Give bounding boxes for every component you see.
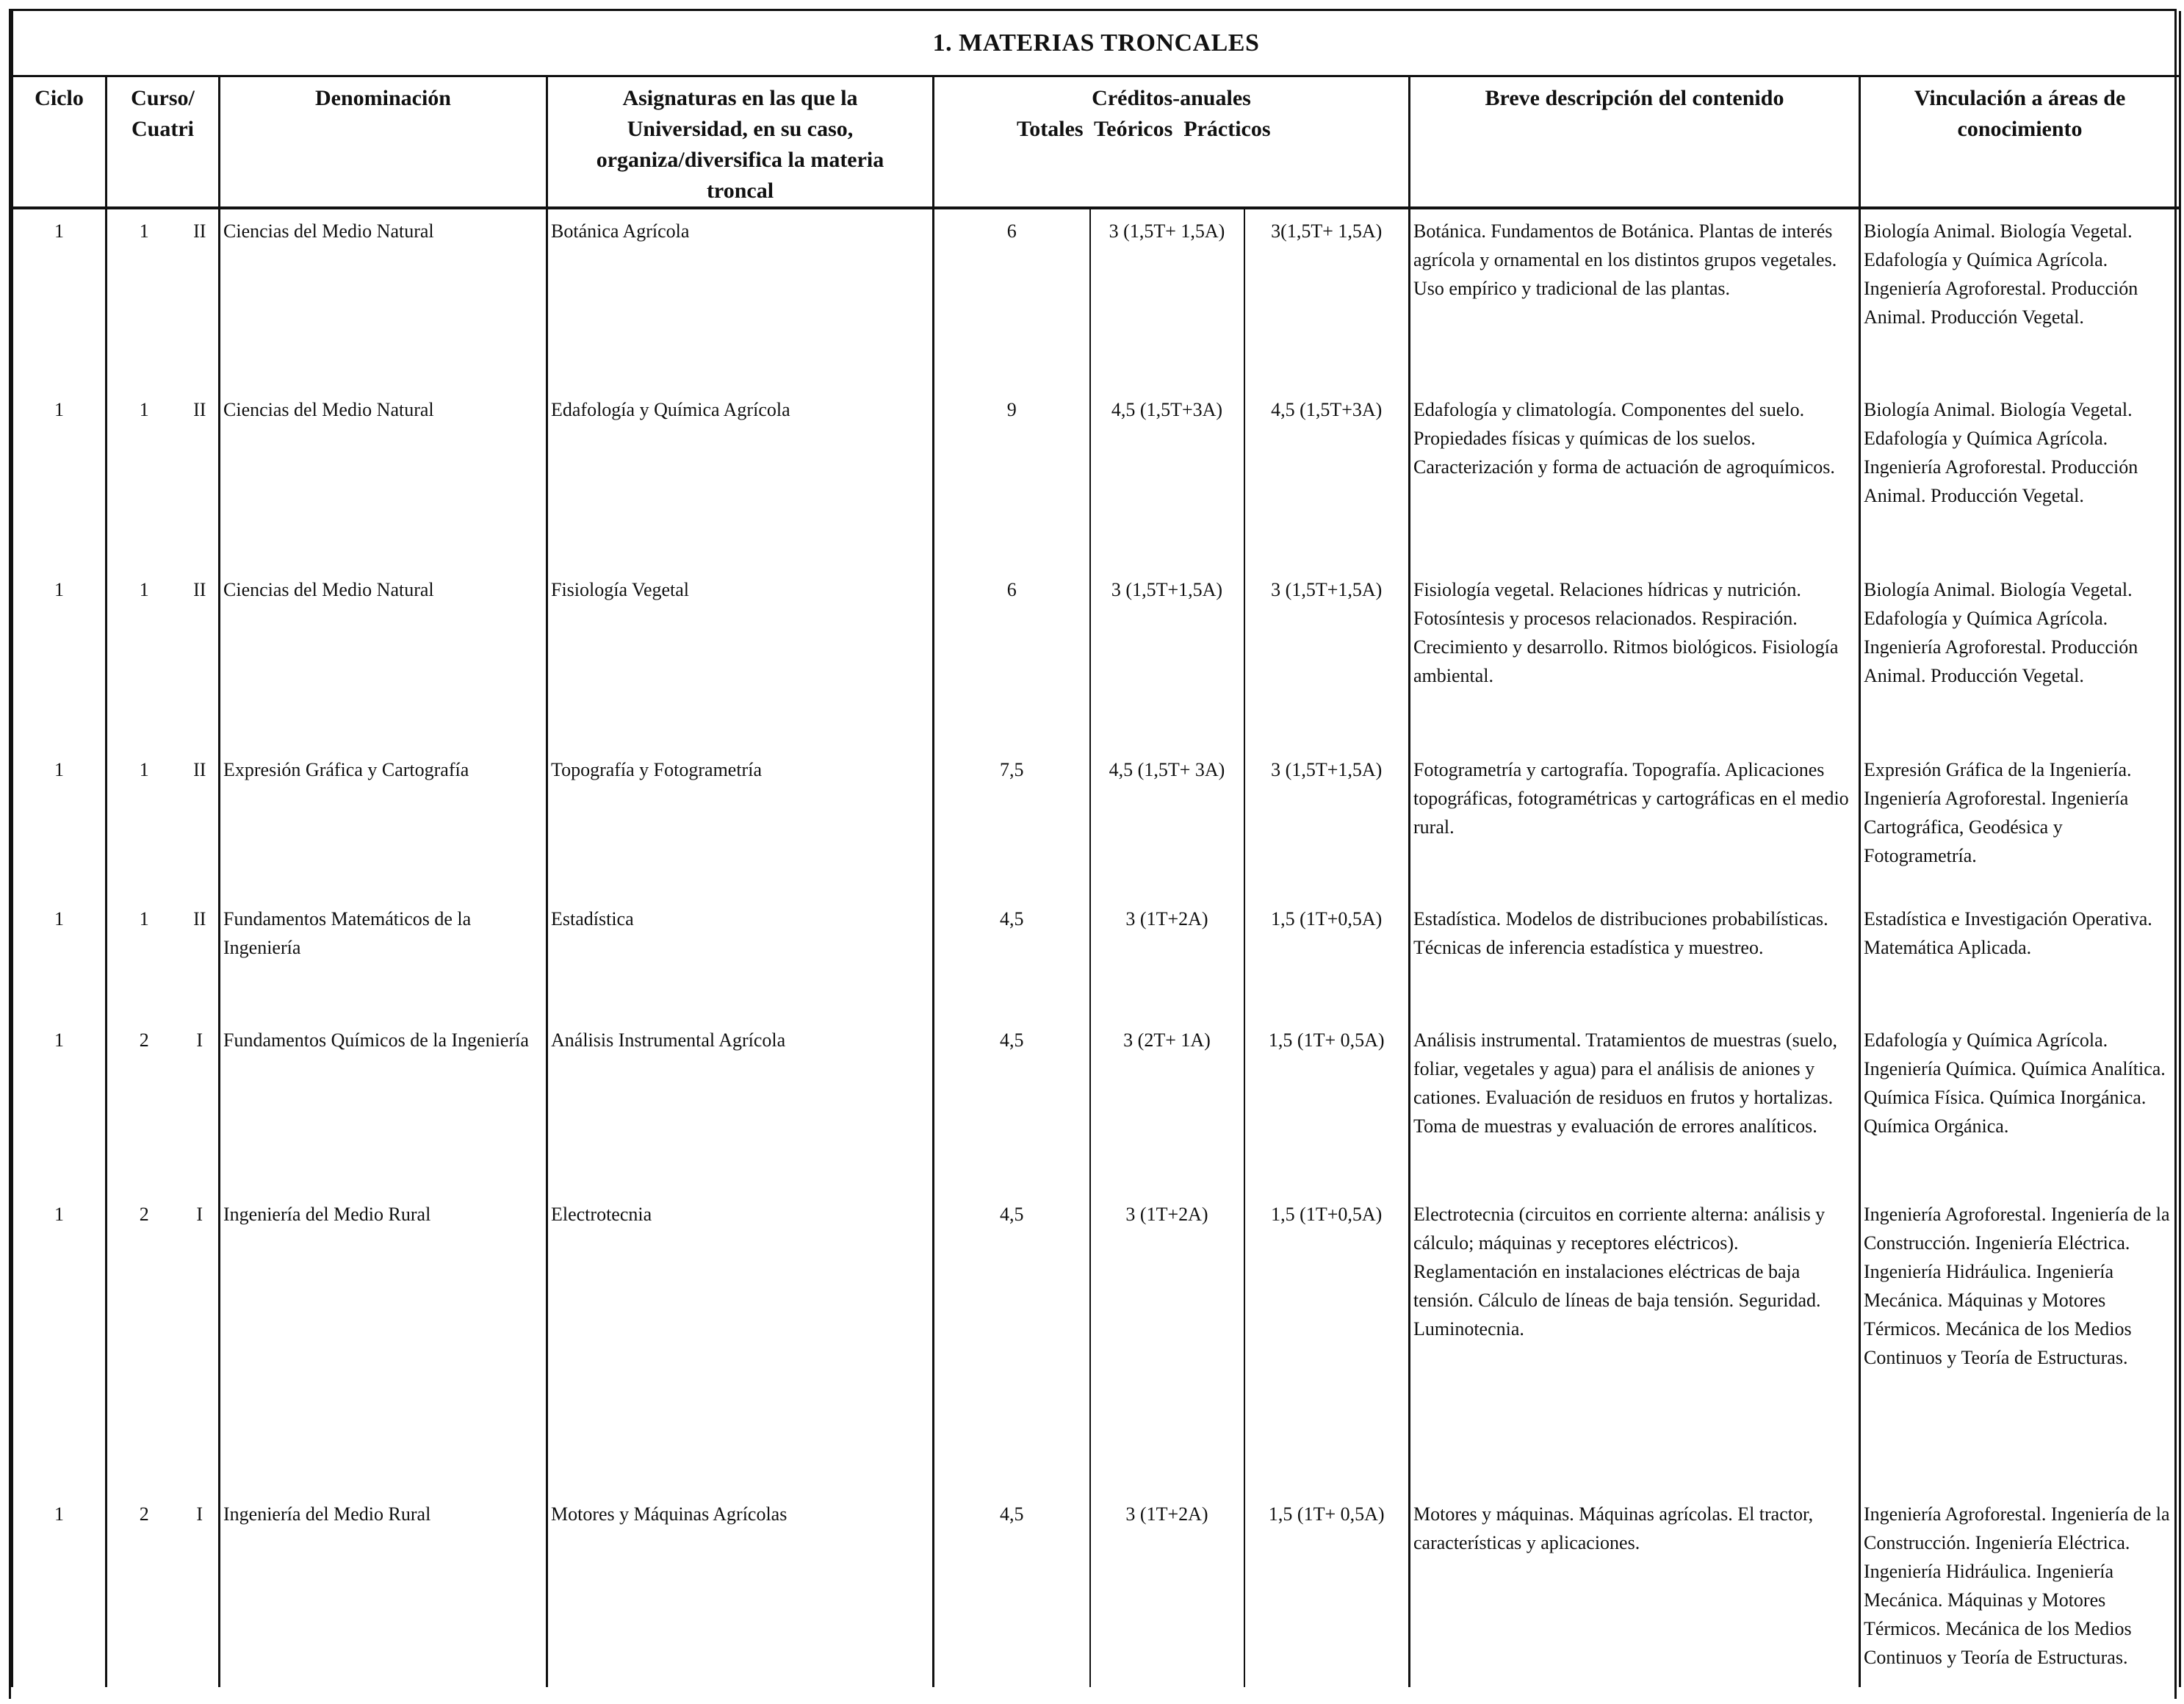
cell-descripcion: Análisis instrumental. Tratamientos de muestras (suelo, foliar, vegetales y agua) para el análisis de aniones y cationes. Evaluación de residuos en frutos y hortalizas. Toma de muestras y evaluación de errores analíticos. (1410, 1018, 1860, 1193)
cell-descripcion: Fisiología vegetal. Relaciones hídricas y nutrición. Fotosíntesis y procesos relacionados. Respiración. Crecimiento y desarrollo. Ritmos biológicos. Fisiología ambiental. (1410, 568, 1860, 748)
cell-practicos: 1,5 (1T+ 0,5A) (1244, 1018, 1410, 1193)
col-header-asignaturas (547, 76, 934, 209)
cell-ciclo: 1 (12, 208, 107, 388)
cell-descripcion: Estadística. Modelos de distribuciones probabilísticas. Técnicas de inferencia estadística y muestreo. (1410, 897, 1860, 1018)
cell-practicos: 1,5 (1T+0,5A) (1244, 897, 1410, 1018)
cell-curso: 2 (107, 1193, 181, 1492)
cell-denominacion: Ingeniería del Medio Rural (220, 1492, 547, 1687)
table-row (12, 748, 2180, 897)
cell-descripcion: Edafología y climatología. Componentes del suelo. Propiedades físicas y químicas de los suelos. Caracterización y forma de actuación de agroquímicos. (1410, 388, 1860, 568)
table-row (12, 388, 2180, 568)
cell-teoricos: 3 (1,5T+ 1,5A) (1090, 208, 1244, 388)
cell-teoricos: 3 (1T+2A) (1090, 1492, 1244, 1687)
cell-ciclo: 1 (12, 568, 107, 748)
cell-totales: 4,5 (934, 1193, 1090, 1492)
cell-asignatura: Estadística (547, 897, 934, 1018)
cell-totales: 4,5 (934, 897, 1090, 1018)
cell-practicos: 1,5 (1T+0,5A) (1244, 1193, 1410, 1492)
cell-teoricos: 3 (1,5T+1,5A) (1090, 568, 1244, 748)
curso-header-line2: Cuatri (131, 117, 194, 141)
cell-totales: 4,5 (934, 1018, 1090, 1193)
cell-totales: 4,5 (934, 1492, 1090, 1687)
descripcion-header-label: Breve descripción del contenido (1485, 86, 1784, 110)
cell-curso: 2 (107, 1018, 181, 1193)
cell-curso: 2 (107, 1492, 181, 1687)
cell-practicos: 3 (1,5T+1,5A) (1244, 568, 1410, 748)
cell-totales: 9 (934, 388, 1090, 568)
cell-asignatura: Edafología y Química Agrícola (547, 388, 934, 568)
vinculacion-header-label: Vinculación a áreas de conocimiento (1914, 86, 2126, 141)
cell-descripcion: Fotogrametría y cartografía. Topografía. Aplicaciones topográficas, fotogramétricas y cartográficas en el medio rural. (1410, 748, 1860, 897)
col-header-ciclo (12, 76, 107, 209)
cell-curso: 1 (107, 897, 181, 1018)
cell-areas: Estadística e Investigación Operativa. Matemática Aplicada. (1860, 897, 2180, 1018)
cell-cuatri: I (181, 1193, 220, 1492)
cell-teoricos: 3 (1T+2A) (1090, 897, 1244, 1018)
table-row (12, 1018, 2180, 1193)
creditos-subheader-label: Totales Teóricos Prácticos (1017, 117, 1271, 141)
cell-cuatri: II (181, 388, 220, 568)
cell-asignatura: Motores y Máquinas Agrícolas (547, 1492, 934, 1687)
cell-curso: 1 (107, 748, 181, 897)
cell-asignatura: Fisiología Vegetal (547, 568, 934, 748)
cell-curso: 1 (107, 208, 181, 388)
cell-denominacion: Ciencias del Medio Natural (220, 568, 547, 748)
col-header-descripcion (1410, 76, 1860, 209)
cell-areas: Expresión Gráfica de la Ingeniería. Ingeniería Agroforestal. Ingeniería Cartográfica, Geodésica y Fotogrametría. (1860, 748, 2180, 897)
cell-curso: 1 (107, 568, 181, 748)
cell-practicos: 3(1,5T+ 1,5A) (1244, 208, 1410, 388)
cell-cuatri: II (181, 208, 220, 388)
cell-curso: 1 (107, 388, 181, 568)
cell-areas: Biología Animal. Biología Vegetal. Edafología y Química Agrícola. Ingeniería Agroforestal. Producción Animal. Producción Vegetal. (1860, 568, 2180, 748)
cell-teoricos: 4,5 (1,5T+ 3A) (1090, 748, 1244, 897)
cell-ciclo: 1 (12, 1193, 107, 1492)
cell-totales: 6 (934, 208, 1090, 388)
cell-areas: Biología Animal. Biología Vegetal. Edafología y Química Agrícola. Ingeniería Agroforestal. Producción Animal. Producción Vegetal. (1860, 388, 2180, 568)
cell-ciclo: 1 (12, 748, 107, 897)
cell-denominacion: Ingeniería del Medio Rural (220, 1193, 547, 1492)
cell-ciclo: 1 (12, 897, 107, 1018)
ciclo-header-label: Ciclo (35, 86, 84, 110)
cell-ciclo: 1 (12, 388, 107, 568)
creditos-header-label: Créditos-anuales (1092, 86, 1251, 110)
cell-ciclo: 1 (12, 1492, 107, 1687)
cell-ciclo: 1 (12, 1018, 107, 1193)
curso-header-line1: Curso/ (131, 86, 195, 110)
cell-totales: 7,5 (934, 748, 1090, 897)
col-header-curso (107, 76, 220, 209)
cell-areas: Biología Animal. Biología Vegetal. Edafología y Química Agrícola. Ingeniería Agroforestal. Producción Animal. Producción Vegetal. (1860, 208, 2180, 388)
cell-cuatri: II (181, 568, 220, 748)
table-row (12, 1193, 2180, 1492)
cell-denominacion: Ciencias del Medio Natural (220, 208, 547, 388)
cell-asignatura: Electrotecnia (547, 1193, 934, 1492)
table-row (12, 1492, 2180, 1687)
cell-cuatri: II (181, 897, 220, 1018)
table-row (12, 897, 2180, 1018)
col-header-denominacion (220, 76, 547, 209)
materias-table (11, 11, 2181, 1687)
materias-troncales-sheet (9, 9, 2177, 1699)
cell-descripcion: Electrotecnia (circuitos en corriente alterna: análisis y cálculo; máquinas y receptores eléctricos). Reglamentación en instalaciones eléctricas de baja tensión. Cálculo de líneas de baja tensión. Seguridad. Luminotecnia. (1410, 1193, 1860, 1492)
table-row (12, 208, 2180, 388)
cell-teoricos: 3 (1T+2A) (1090, 1193, 1244, 1492)
cell-cuatri: I (181, 1018, 220, 1193)
cell-cuatri: II (181, 748, 220, 897)
asignaturas-header-label: Asignaturas en las que la Universidad, en su caso, organiza/diversifica la materia troncal (596, 86, 884, 203)
cell-practicos: 3 (1,5T+1,5A) (1244, 748, 1410, 897)
cell-denominacion: Ciencias del Medio Natural (220, 388, 547, 568)
col-header-creditos (934, 76, 1410, 209)
cell-practicos: 1,5 (1T+ 0,5A) (1244, 1492, 1410, 1687)
cell-asignatura: Botánica Agrícola (547, 208, 934, 388)
cell-teoricos: 4,5 (1,5T+3A) (1090, 388, 1244, 568)
cell-asignatura: Análisis Instrumental Agrícola (547, 1018, 934, 1193)
page-title: 1. MATERIAS TRONCALES (12, 11, 2180, 76)
table-row (12, 568, 2180, 748)
cell-areas: Edafología y Química Agrícola. Ingeniería Química. Química Analítica. Química Física. Química Inorgánica. Química Orgánica. (1860, 1018, 2180, 1193)
cell-denominacion: Fundamentos Matemáticos de la Ingeniería (220, 897, 547, 1018)
cell-descripcion: Motores y máquinas. Máquinas agrícolas. El tractor, características y aplicaciones. (1410, 1492, 1860, 1687)
cell-denominacion: Fundamentos Químicos de la Ingeniería (220, 1018, 547, 1193)
cell-teoricos: 3 (2T+ 1A) (1090, 1018, 1244, 1193)
cell-areas: Ingeniería Agroforestal. Ingeniería de la Construcción. Ingeniería Eléctrica. Ingeniería Hidráulica. Ingeniería Mecánica. Máquinas y Motores Térmicos. Mecánica de los Medios Continuos y Teoría de Estructuras. (1860, 1492, 2180, 1687)
cell-asignatura: Topografía y Fotogrametría (547, 748, 934, 897)
cell-cuatri: I (181, 1492, 220, 1687)
cell-denominacion: Expresión Gráfica y Cartografía (220, 748, 547, 897)
cell-areas: Ingeniería Agroforestal. Ingeniería de la Construcción. Ingeniería Eléctrica. Ingeniería Hidráulica. Ingeniería Mecánica. Máquinas y Motores Térmicos. Mecánica de los Medios Continuos y Teoría de Estructuras. (1860, 1193, 2180, 1492)
cell-descripcion: Botánica. Fundamentos de Botánica. Plantas de interés agrícola y ornamental en los distintos grupos vegetales. Uso empírico y tradicional de las plantas. (1410, 208, 1860, 388)
cell-practicos: 4,5 (1,5T+3A) (1244, 388, 1410, 568)
cell-totales: 6 (934, 568, 1090, 748)
col-header-vinculacion (1860, 76, 2180, 209)
denominacion-header-label: Denominación (314, 86, 451, 110)
